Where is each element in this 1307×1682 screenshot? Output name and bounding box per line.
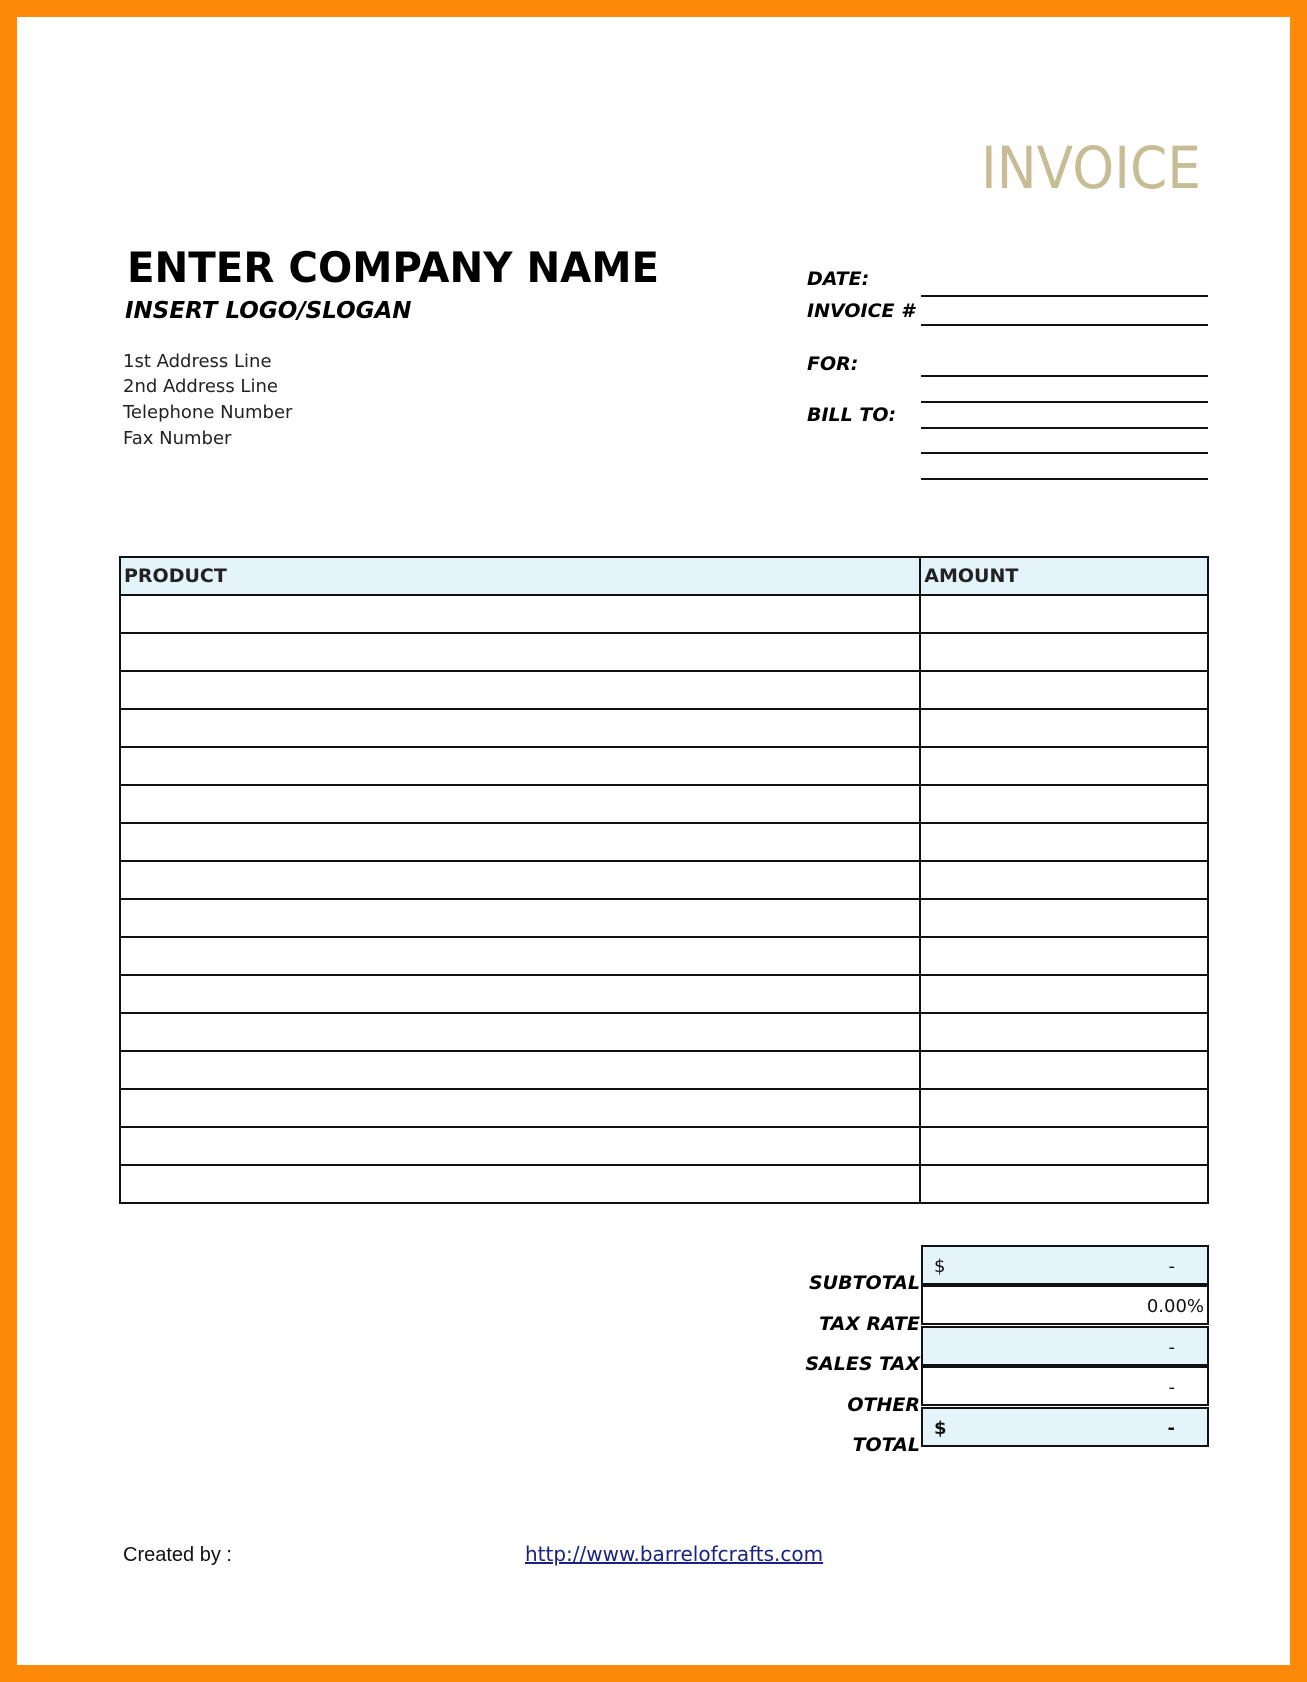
amount-cell[interactable]: [920, 785, 1208, 823]
tax-rate-cell[interactable]: [921, 1285, 1209, 1325]
address-line-2: 2nd Address Line: [123, 376, 278, 397]
table-row: [120, 1089, 1208, 1127]
subtotal-label: SUBTOTAL: [808, 1272, 920, 1294]
product-cell[interactable]: [120, 671, 920, 709]
amount-column-header: AMOUNT: [920, 557, 1208, 595]
document-title: INVOICE: [981, 134, 1201, 202]
total-cell[interactable]: [921, 1407, 1209, 1447]
table-row: [120, 1165, 1208, 1203]
amount-cell[interactable]: [920, 1051, 1208, 1089]
company-name: ENTER COMPANY NAME: [127, 243, 660, 292]
bill-to-label: BILL TO:: [807, 404, 897, 426]
sales-tax-cell[interactable]: [921, 1326, 1209, 1366]
items-table-body: [120, 595, 1208, 1203]
amount-cell[interactable]: [920, 747, 1208, 785]
bill-to-field-4[interactable]: [921, 478, 1208, 480]
product-cell[interactable]: [120, 899, 920, 937]
table-row: [120, 785, 1208, 823]
amount-cell[interactable]: [920, 709, 1208, 747]
product-cell[interactable]: [120, 747, 920, 785]
table-row: [120, 747, 1208, 785]
table-row: [120, 823, 1208, 861]
amount-cell[interactable]: [920, 899, 1208, 937]
subtotal-value: -: [1168, 1256, 1175, 1277]
items-table: [119, 556, 1209, 1204]
product-cell[interactable]: [120, 1127, 920, 1165]
product-cell[interactable]: [120, 709, 920, 747]
created-by-label: Created by :: [123, 1544, 232, 1566]
amount-cell[interactable]: [920, 633, 1208, 671]
table-row: [120, 975, 1208, 1013]
invoice-number-field[interactable]: [921, 324, 1208, 326]
table-row: [120, 861, 1208, 899]
bill-to-field-3[interactable]: [921, 452, 1208, 454]
product-cell[interactable]: [120, 1051, 920, 1089]
amount-cell[interactable]: [920, 975, 1208, 1013]
telephone-number: Telephone Number: [123, 402, 293, 423]
amount-cell[interactable]: [920, 595, 1208, 633]
fax-number: Fax Number: [123, 428, 232, 449]
tax-rate-value: 0.00%: [1146, 1296, 1204, 1317]
other-cell[interactable]: [921, 1366, 1209, 1406]
table-header-row: [120, 557, 1208, 595]
logo-slogan: INSERT LOGO/SLOGAN: [125, 298, 412, 324]
table-row: [120, 595, 1208, 633]
product-cell[interactable]: [120, 595, 920, 633]
for-field[interactable]: [921, 375, 1208, 377]
date-label: DATE:: [807, 268, 870, 290]
subtotal-currency: $: [934, 1256, 946, 1277]
product-cell[interactable]: [120, 937, 920, 975]
table-row: [120, 937, 1208, 975]
amount-cell[interactable]: [920, 1165, 1208, 1203]
table-row: [120, 633, 1208, 671]
address-line-1: 1st Address Line: [123, 351, 272, 372]
amount-cell[interactable]: [920, 1127, 1208, 1165]
product-cell[interactable]: [120, 823, 920, 861]
amount-cell[interactable]: [920, 1089, 1208, 1127]
sales-tax-label: SALES TAX: [805, 1353, 920, 1375]
amount-cell[interactable]: [920, 937, 1208, 975]
sales-tax-value: -: [1168, 1337, 1175, 1358]
invoice-sheet: [17, 17, 1290, 1665]
product-cell[interactable]: [120, 1089, 920, 1127]
amount-cell[interactable]: [920, 861, 1208, 899]
tax-rate-label: TAX RATE: [819, 1313, 920, 1335]
bill-to-field-1[interactable]: [921, 401, 1208, 403]
amount-cell[interactable]: [920, 823, 1208, 861]
table-row: [120, 671, 1208, 709]
total-currency: $: [934, 1418, 947, 1439]
total-value: -: [1167, 1418, 1175, 1439]
product-cell[interactable]: [120, 633, 920, 671]
product-cell[interactable]: [120, 785, 920, 823]
product-cell[interactable]: [120, 975, 920, 1013]
product-cell[interactable]: [120, 1165, 920, 1203]
subtotal-cell[interactable]: [921, 1245, 1209, 1285]
other-value: -: [1168, 1377, 1175, 1398]
amount-cell[interactable]: [920, 671, 1208, 709]
table-row: [120, 1051, 1208, 1089]
table-row: [120, 1013, 1208, 1051]
product-column-header: PRODUCT: [120, 557, 920, 595]
product-cell[interactable]: [120, 861, 920, 899]
other-label: OTHER: [847, 1394, 920, 1416]
table-row: [120, 1127, 1208, 1165]
total-label: TOTAL: [852, 1434, 920, 1456]
table-row: [120, 899, 1208, 937]
product-cell[interactable]: [120, 1013, 920, 1051]
website-link[interactable]: http://www.barrelofcrafts.com: [525, 1542, 824, 1566]
invoice-number-label: INVOICE #: [807, 300, 915, 322]
bill-to-field-2[interactable]: [921, 427, 1208, 429]
amount-cell[interactable]: [920, 1013, 1208, 1051]
date-field[interactable]: [921, 295, 1208, 297]
table-row: [120, 709, 1208, 747]
for-label: FOR:: [807, 353, 859, 375]
